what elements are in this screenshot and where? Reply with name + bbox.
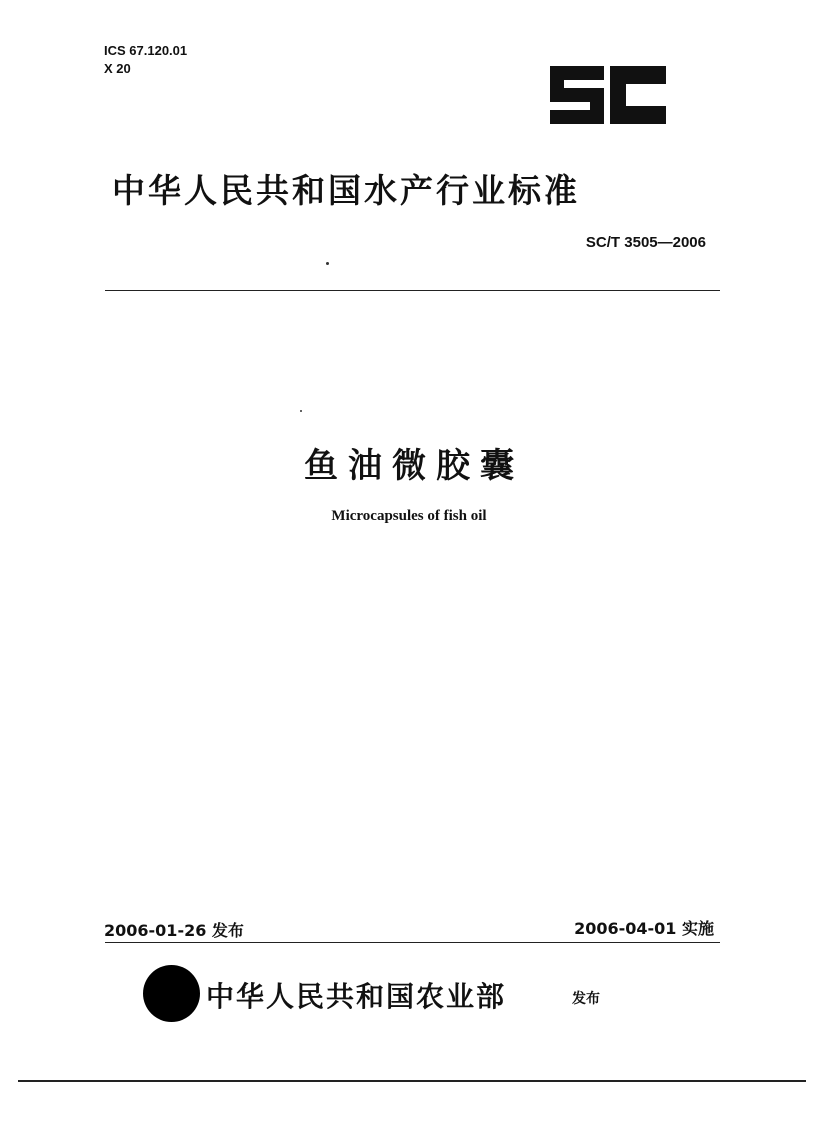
ics-number: ICS 67.120.01 (104, 43, 188, 58)
classification-code: X 20 (104, 61, 131, 76)
issuer-name: 中华人民共和国农业部 (206, 980, 507, 1013)
issuer-emblem-dot (143, 965, 200, 1022)
ics-code-block (104, 42, 187, 78)
sc-logo (548, 64, 668, 126)
scan-speck (326, 262, 329, 265)
document-title: 鱼油微胶囊 (304, 446, 524, 486)
standard-code: SC/T 3505—2006 (585, 234, 706, 251)
document-title-english: Microcapsules of fish oil (331, 508, 487, 524)
publish-date: 2006-01-26 发布 (104, 921, 244, 940)
standard-title: 中华人民共和国水产行业标准 (112, 171, 580, 210)
date-divider (105, 942, 720, 943)
scan-speck (300, 410, 302, 412)
effective-date: 2006-04-01 实施 (574, 919, 714, 938)
issuer-suffix: 发布 (572, 991, 600, 1007)
page-bottom-rule (18, 1080, 806, 1082)
header-divider (105, 290, 720, 291)
